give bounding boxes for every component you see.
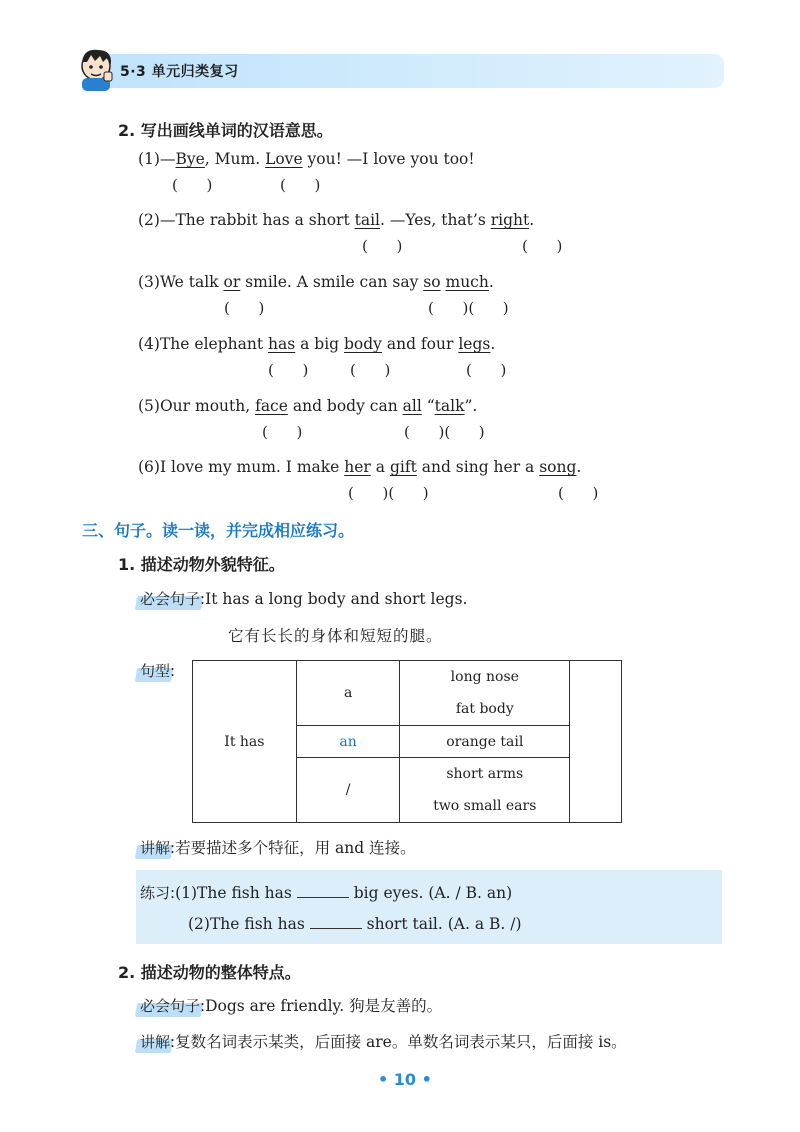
answer-blank[interactable]: ( ) bbox=[350, 361, 391, 379]
explanation: 讲解:若要描述多个特征，用 and 连接。 bbox=[140, 839, 416, 857]
practice-item-2: (2)The fish has short tail. (A. a B. /) bbox=[188, 915, 522, 933]
header-title: 5·3 单元归类复习 bbox=[120, 64, 239, 80]
mascot-icon bbox=[76, 46, 120, 92]
answer-blank[interactable]: ( ) bbox=[466, 361, 507, 379]
answer-blank[interactable]: ( ) bbox=[268, 361, 309, 379]
answer-blank-double[interactable]: ( )( ) bbox=[428, 299, 509, 317]
pattern-nouns-a: long nose fat body bbox=[400, 661, 570, 726]
exercise-item-3: (3)We talk or smile. A smile can say so much. bbox=[138, 273, 494, 291]
section-heading: 三、句子。读一读，并完成相应练习。 bbox=[82, 521, 355, 540]
subsection-title: 1. 描述动物外貌特征。 bbox=[118, 555, 285, 574]
pattern-nouns-none: short arms two small ears bbox=[400, 758, 570, 823]
exercise-item-1: (1)—Bye, Mum. Love you! —I love you too! bbox=[138, 150, 475, 168]
pattern-article-a: a bbox=[296, 661, 400, 726]
pattern-subject: It has bbox=[193, 661, 297, 823]
pattern-nouns-an: orange tail bbox=[400, 726, 570, 758]
explain-label: 讲解 bbox=[140, 839, 171, 857]
explain-label: 讲解 bbox=[140, 1033, 171, 1051]
answer-blank[interactable]: ( ) bbox=[362, 237, 403, 255]
exercise-item-6: (6)I love my mum. I make her a gift and sing her a song. bbox=[138, 458, 582, 476]
practice-item-1: 练习:(1)The fish has big eyes. (A. / B. an) bbox=[140, 884, 513, 902]
must-know-sentence: 必会句子:Dogs are friendly. 狗是友善的。 bbox=[140, 997, 443, 1015]
answer-blank[interactable]: ( ) bbox=[280, 176, 321, 194]
pattern-label: 句型 bbox=[140, 662, 171, 680]
answer-blank[interactable]: ( ) bbox=[262, 423, 303, 441]
answer-blank-double[interactable]: ( )( ) bbox=[348, 484, 429, 502]
must-know-label: 必会句子 bbox=[140, 997, 201, 1015]
exercise-item-5: (5)Our mouth, face and body can all “talk”. bbox=[138, 397, 478, 415]
explanation: 讲解:复数名词表示某类，后面接 are。单数名词表示某只，后面接 is。 bbox=[140, 1033, 627, 1051]
practice-label: 练习 bbox=[140, 884, 171, 902]
sentence-pattern-table bbox=[192, 660, 622, 823]
exercise-item-4: (4)The elephant has a big body and four legs. bbox=[138, 335, 496, 353]
pattern-article-an: an bbox=[296, 726, 400, 758]
must-know-sentence: 必会句子:It has a long body and short legs. bbox=[140, 590, 468, 608]
answer-blank[interactable]: ( ) bbox=[558, 484, 599, 502]
answer-blank[interactable]: ( ) bbox=[172, 176, 213, 194]
section-title: 2. 写出画线单词的汉语意思。 bbox=[118, 121, 333, 140]
answer-blank-double[interactable]: ( )( ) bbox=[404, 423, 485, 441]
pattern-empty-column bbox=[570, 661, 622, 823]
fill-blank[interactable] bbox=[310, 916, 362, 929]
answer-blank[interactable]: ( ) bbox=[522, 237, 563, 255]
sentence-translation: 它有长长的身体和短短的腿。 bbox=[228, 627, 443, 645]
must-know-label: 必会句子 bbox=[140, 590, 201, 608]
answer-blank[interactable]: ( ) bbox=[224, 299, 265, 317]
exercise-item-2: (2)—The rabbit has a short tail. —Yes, that’s right. bbox=[138, 211, 535, 229]
pattern-label-row: 句型: bbox=[140, 662, 176, 680]
subsection-title: 2. 描述动物的整体特点。 bbox=[118, 963, 301, 982]
pattern-article-none: / bbox=[296, 758, 400, 823]
fill-blank[interactable] bbox=[297, 885, 349, 898]
page-number: • 10 • bbox=[378, 1070, 432, 1089]
